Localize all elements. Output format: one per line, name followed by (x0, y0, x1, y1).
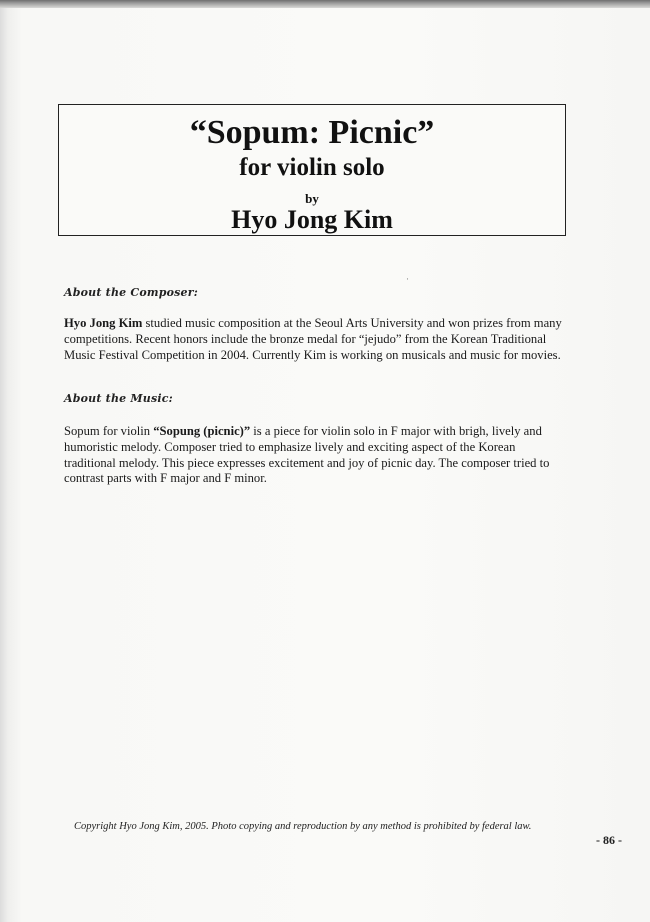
piece-subtitle: for violin solo (239, 154, 385, 181)
title-box (58, 104, 566, 236)
composer-name-bold: Hyo Jong Kim (64, 316, 143, 330)
about-music-heading: About the Music: (64, 392, 173, 405)
by-label: by (305, 191, 319, 206)
about-composer-heading: About the Composer: (64, 286, 198, 299)
about-music-text-before: Sopum for violin (64, 424, 154, 438)
piece-title-bold: “Sopung (picnic)” (153, 424, 251, 438)
page-number: - 86 - (596, 833, 622, 847)
piece-title: “Sopum: Picnic” (189, 114, 435, 151)
about-composer-paragraph (64, 316, 564, 363)
scan-speck: · (406, 274, 409, 284)
about-music-paragraph (64, 424, 564, 487)
about-music-text-after: is a piece for violin solo in F major with brigh, lively and humoristic melody. Composer tried to emphasize lively and exciting aspect of the Korean traditional melody. This piece expresses excitement and joy of picnic day. The composer tried to contrast parts with F major and F minor. (64, 424, 550, 486)
composer-name: Hyo Jong Kim (231, 205, 393, 234)
about-composer-text: studied music composition at the Seoul Arts University and won prizes from many competitions. Recent honors include the bronze medal for “jejudo” from the Korean Traditional Music Festival Competition in 2004. Currently Kim is working on musicals and music for movies. (64, 316, 562, 362)
copyright-notice: Copyright Hyo Jong Kim, 2005. Photo copying and reproduction by any method is prohibited by federal law. (74, 821, 532, 832)
page-top-shadow (0, 0, 650, 8)
